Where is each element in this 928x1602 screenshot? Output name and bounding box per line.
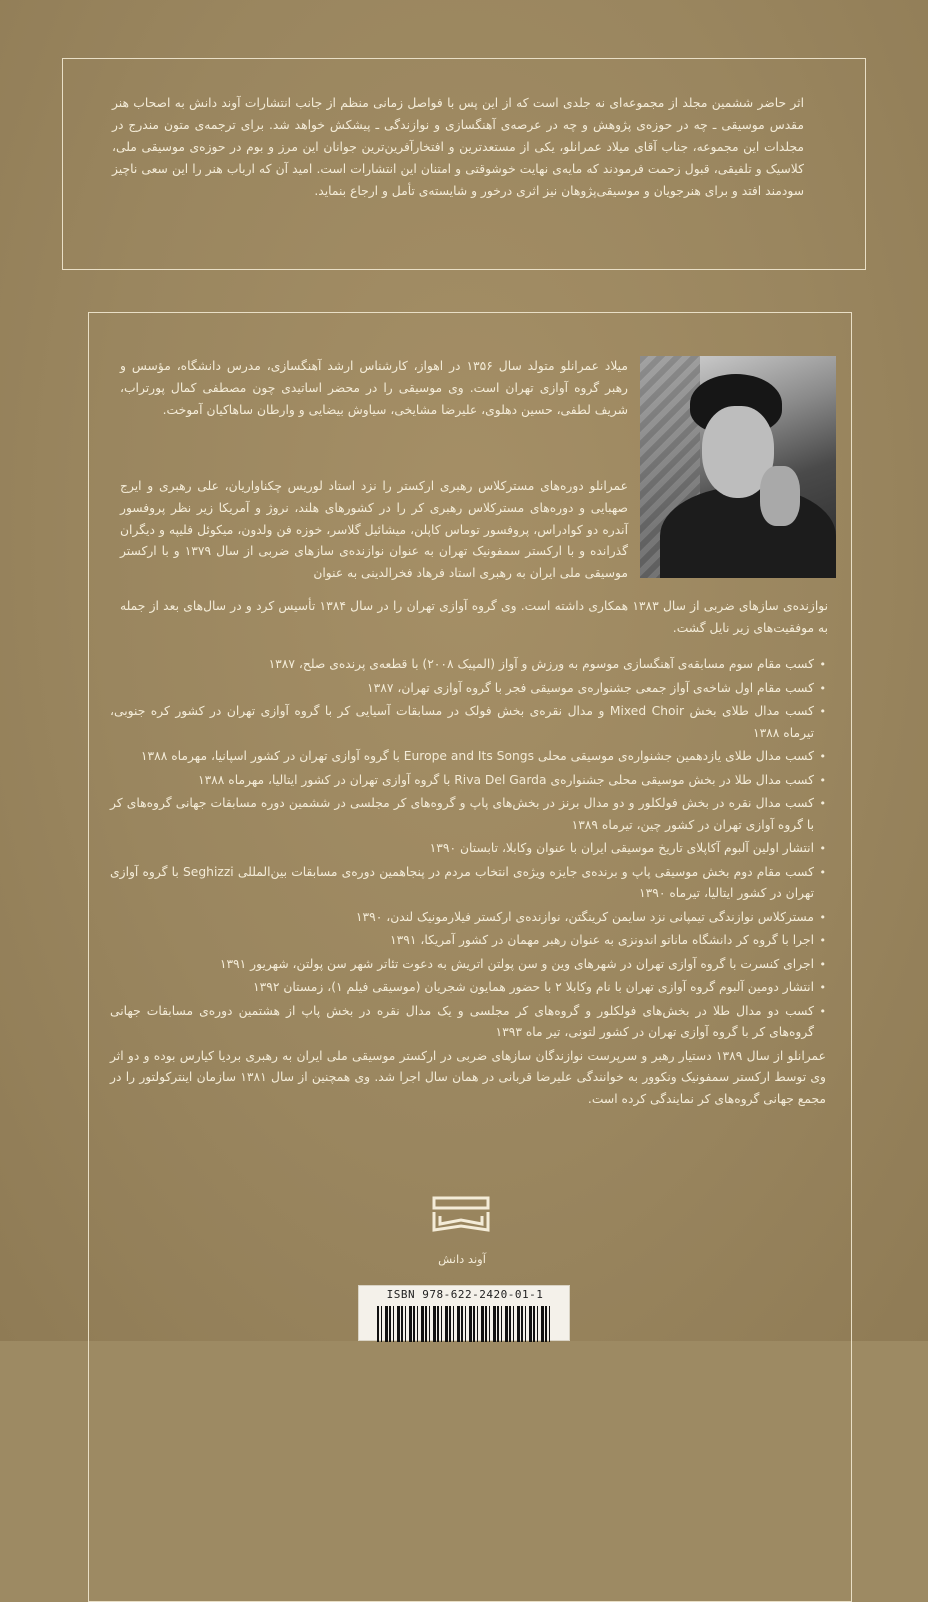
bio-paragraph-3: نوازنده‌ی سازهای ضربی از سال ۱۳۸۳ همکاری داشته است. وی گروه آوازی تهران را در سال ۱۳۸۴ تأسیس کرد و در سال‌های بعد از جمله به موفقیت‌های زیر نایل گشت. (120, 599, 829, 635)
bio-paragraph-1: میلاد عمرانلو متولد سال ۱۳۵۶ در اهواز، کارشناس ارشد آهنگسازی، مدرس دانشگاه، مؤسس و رهبر گروه آوازی تهران است. وی موسیقی را در محضر اساتیدی چون مصطفی کمال پورتراب، شریف لطفی، حسین دهلوی، علیرضا مشایخی، سیاوش بیضایی و وارطان ساهاکیان آموخت. (120, 359, 628, 417)
author-photo (640, 356, 836, 578)
publisher-name: آوند دانش (438, 1252, 486, 1266)
isbn-number: ISBN 978-622-2420-01-1 (386, 1288, 544, 1301)
bio-paragraph-2: عمرانلو دوره‌های مسترکلاس رهبری ارکستر را نزد استاد لوریس چکناواریان، علی رهبری و ایرج صهبایی و دوره‌های مسترکلاس رهبری کر را در کشورهای هلند، نروژ و آمریکا زیر نظر پروفسور آندره دو کوادراس، پروفسور توماس کاپلن، میشائیل گلاسر، خوزه فن ولدون، میکوئل فلیپه و دیگران گذرانده و با ارکستر سمفونیک تهران به عنوان نوازنده‌ی سازهای ضربی از سال ۱۳۷۹ و با ارکستر موسیقی ملی ایران به رهبری استاد فرهاد فخرالدینی به عنوان (120, 479, 628, 581)
list-item: • کسب دو مدال طلا در بخش‌های فولکلور و گروه‌های کر مجلسی و یک مدال نقره در بخش پاپ از هشتمین دوره‌ی مسابقات جهانی گروه‌های کر با گروه آوازی تهران در کشور لتونی، تیر ماه ۱۳۹۳ (110, 1001, 826, 1044)
list-item: • کسب مدال طلای یازدهمین جشنواره‌ی موسیقی محلی Europe and Its Songs با گروه آوازی تهران در کشور اسپانیا، مهرماه ۱۳۸۸ (110, 746, 826, 768)
list-item: • کسب مقام دوم بخش موسیقی پاپ و برنده‌ی جایزه ویژه‌ی انتخاب مردم در پنجاهمین دوره‌ی مسابقات بین‌المللی Seghizzi با گروه آوازی تهران در کشور ایتالیا، تیرماه ۱۳۹۰ (110, 862, 826, 905)
list-item: • انتشار اولین آلبوم آکاپلای تاریخ موسیقی ایران با عنوان وکابلا، تابستان ۱۳۹۰ (110, 838, 826, 860)
list-item: • اجرا با گروه کر دانشگاه ماناتو اندونزی به عنوان رهبر مهمان در کشور آمریکا، ۱۳۹۱ (110, 930, 826, 952)
list-item: • انتشار دومین آلبوم گروه آوازی تهران با نام وکابلا ۲ با حضور همایون شجریان (موسیقی فیلم ۱)، زمستان ۱۳۹۲ (110, 977, 826, 999)
list-item: • کسب مقام اول شاخه‌ی آواز جمعی جشنواره‌ی موسیقی فجر با گروه آوازی تهران، ۱۳۸۷ (110, 678, 826, 700)
list-item: • کسب مدال نقره در بخش فولکلور و دو مدال برنز در بخش‌های پاپ و گروه‌های کر مجلسی در ششمین دوره مسابقات جهانی گروه‌های کر با گروه آوازی تهران در کشور چین، تیرماه ۱۳۸۹ (110, 793, 826, 836)
closing-paragraph: عمرانلو از سال ۱۳۸۹ دستیار رهبر و سرپرست نوازندگان سازهای ضربی در ارکستر موسیقی ملی ایران به رهبری بردیا کیارس بوده و دو اثر وی توسط ارکستر سمفونیک ونکوور به خوانندگی علیرضا قربانی در همان سال اجرا شد. وی همچنین از سال ۱۳۸۱ سازمان اینترکولتور را در مجمع جهانی گروه‌های کر نمایندگی کرده است. (110, 1048, 827, 1106)
list-item: • کسب مقام سوم مسابقه‌ی آهنگسازی موسوم به ورزش و آواز (المپیک ۲۰۰۸) با قطعه‌ی پرنده‌ی صلح، ۱۳۸۷ (110, 654, 826, 676)
list-item: • کسب مدال طلای بخش Mixed Choir و مدال نقره‌ی بخش فولک در مسابقات آسیایی کر با گروه آوازی تهران در کشور کره جنوبی، تیرماه ۱۳۸۸ (110, 701, 826, 744)
intro-paragraph: اثر حاضر ششمین مجلد از مجموعه‌ای نه جلدی است که از این پس با فواصل زمانی منظم از جانب انتشارات آوند دانش به اصحاب هنر مقدس موسیقی ـ چه در حوزه‌ی پژوهش و چه در عرصه‌ی آهنگسازی و نوازندگی ـ پیشکش خواهد شد. برای ترجمه‌ی متون مندرج در مجلدات این مجموعه، جناب آقای میلاد عمرانلو، یکی از مستعدترین و افتخارآفرین‌ترین جوانان این مرز و بوم در حوزه‌ی موسیقی ملی، کلاسیک و تلفیقی، قبول زحمت فرمودند که مایه‌ی نهایت خوشوقتی و امتنان این انتشارات است. امید آن که ارباب هنر را این سعی ناچیز سودمند افتد و برای هنرجویان و موسیقی‌پژوهان نیز اثری درخور و شایسته‌ی تأمل و ارجاع بنماید. (112, 96, 804, 198)
open-book-icon (432, 1196, 490, 1236)
barcode-bars (377, 1306, 553, 1342)
list-item: • کسب مدال طلا در بخش موسیقی محلی جشنواره‌ی Riva Del Garda با گروه آوازی تهران در کشور ایتالیا، مهرماه ۱۳۸۸ (110, 770, 826, 792)
barcode (358, 1285, 570, 1341)
achievements-list (110, 654, 826, 1112)
list-item: • اجرای کنسرت با گروه آوازی تهران در شهرهای وین و سن پولتن اتریش به دعوت تئاتر شهر سن پولتن، شهریور ۱۳۹۱ (110, 954, 826, 976)
list-item: • مسترکلاس نوازندگی تیمپانی نزد سایمن کرینگتن، نوازنده‌ی ارکستر فیلارمونیک لندن، ۱۳۹۰ (110, 907, 826, 929)
